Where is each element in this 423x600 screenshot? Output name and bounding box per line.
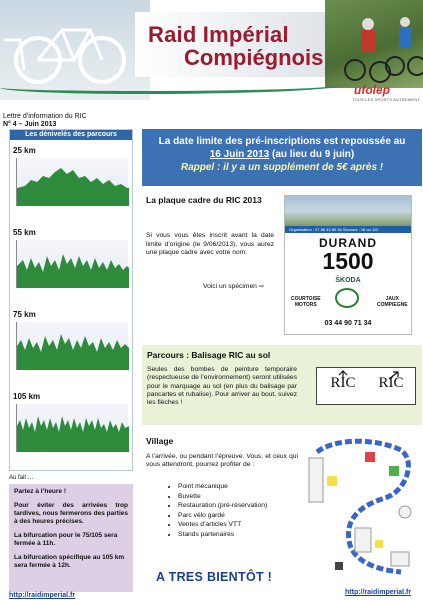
plate-dealer-left-l2: MOTORS	[294, 302, 317, 308]
plate-name: DURAND	[319, 236, 377, 250]
closing-slogan: A TRES BIENTÔT !	[156, 570, 273, 584]
list-item: • Point mécanique	[178, 482, 267, 492]
deadline-banner	[142, 129, 422, 186]
village-amenities-list	[172, 482, 267, 540]
elevation-chart-75km	[16, 322, 128, 370]
riders-photo	[325, 0, 423, 88]
newsletter-label: Lettre d’information du RIC	[3, 113, 87, 120]
village-title: Village	[146, 436, 174, 446]
skoda-logo-icon	[335, 288, 359, 308]
elevation-chart-105km	[16, 404, 128, 452]
website-link-right[interactable]: http://raidimperial.fr	[345, 589, 412, 596]
ufolep-logo: ufolep	[354, 83, 390, 97]
profile-label: 105 km	[13, 392, 41, 401]
header-wave-line	[0, 78, 345, 94]
deadline-line1: La date limite des pré-inscriptions est repoussée au	[158, 136, 406, 147]
aufait-label: Au fait …	[9, 475, 34, 481]
plate-dealer-left-l1: COURTOISE	[291, 296, 321, 302]
balisage-text: Seules des bombes de peinture temporaire (respectueuse de l’environnement) seront utilisées pour le marquage au sol (en plus du balisage par pancartes et rubalise). Pour arriver au bout, suivez les flèches !	[147, 366, 297, 407]
ric-sign-right: RIC	[378, 375, 404, 391]
ric-sign-straight: RIC	[330, 375, 356, 391]
list-item: • Stands partenaires	[178, 530, 267, 540]
village-layout-illustration	[305, 432, 422, 582]
plate-dealer-left	[291, 296, 321, 308]
village-intro: A l’arrivée, ou pendant l’épreuve. Vous, et ceux qui vous attendront, pourrez profiter de :	[146, 453, 298, 469]
balisage-title: Parcours : Balisage RIC au sol	[147, 350, 271, 360]
page-title-line1: Raid Impérial	[148, 22, 289, 47]
aufait-headline: Partez à l’heure !	[14, 488, 67, 495]
deadline-reminder: Rappel : il y a un supplément de 5€ après !	[180, 162, 384, 173]
ground-marking-signs	[316, 367, 416, 405]
aufait-paragraph: Pour éviter des arrivées trop tardives, nous fermerons des parties à des heures précises.	[14, 502, 128, 525]
plate-dealer-right-l1: JAUX	[385, 296, 399, 302]
profile-label: 75 km	[13, 310, 36, 319]
village-map-icon	[305, 432, 422, 582]
profiles-heading: Les dénivelés des parcours	[10, 130, 132, 140]
elevation-chart-55km	[16, 240, 128, 288]
aufait-box	[9, 484, 133, 592]
plate-photo	[285, 196, 411, 226]
race-plate-specimen	[284, 195, 412, 335]
plate-phone: 03 44 90 71 34	[324, 320, 372, 327]
profile-label: 55 km	[13, 228, 36, 237]
aufait-paragraph: La bifurcation pour le 75/105 sera fermée à 11h.	[14, 532, 118, 547]
specimen-pointer: Voici un spécimen ⇨	[203, 283, 265, 290]
list-item: • Parc vélo gardé	[178, 511, 267, 521]
arrow-up-icon	[337, 370, 349, 380]
page-title-line2: Compiégnois	[184, 45, 324, 70]
elevation-profile-icon	[17, 158, 129, 206]
ufolep-tagline: TOUS LES SPORTS AUTREMENT	[352, 97, 420, 102]
profile-label: 25 km	[13, 146, 36, 155]
balisage-section	[142, 345, 422, 425]
elevation-chart-25km	[16, 158, 128, 206]
mountain-bikers-icon	[325, 0, 423, 88]
elevation-profiles-panel	[9, 129, 133, 471]
newsletter-issue: N° 4 – Juin 2013	[3, 121, 57, 128]
plate-contact-strip: Organisation : 07 86 43 80 36 Secours : 18 ou 112	[285, 226, 411, 233]
deadline-date: 16 Juin 2013	[209, 149, 270, 160]
plaque-description: Si vous vous êtes inscrit avant la date limite d’origine (le 9/06/2013), vous aurez une plaque cadre avec votre nom.	[146, 232, 274, 256]
plate-dealer-right-l2: COMPIEGNE	[377, 302, 408, 308]
list-item: • Buvette	[178, 492, 267, 502]
plate-dealer-right	[377, 296, 408, 308]
plate-number: 1500	[322, 248, 374, 274]
deadline-note: (au lieu du 9 juin)	[269, 149, 355, 160]
elevation-profile-icon	[17, 404, 129, 452]
plate-sponsor: ŠKODA	[335, 277, 361, 284]
aufait-paragraph: La bifurcation spécifique au 105 km sera fermée à 12h.	[14, 554, 125, 569]
plaque-section-title: La plaque cadre du RIC 2013	[146, 195, 262, 205]
elevation-profile-icon	[17, 322, 129, 370]
arrow-right-up-icon	[387, 370, 401, 380]
elevation-profile-icon	[17, 240, 129, 288]
list-item: • Restauration (pré-réservation)	[178, 501, 267, 511]
header-banner	[0, 0, 423, 110]
website-link-left[interactable]: http://raidimperial.fr	[9, 592, 76, 599]
list-item: • Ventes d’articles VTT	[178, 520, 267, 530]
deadline-line2	[148, 148, 416, 161]
